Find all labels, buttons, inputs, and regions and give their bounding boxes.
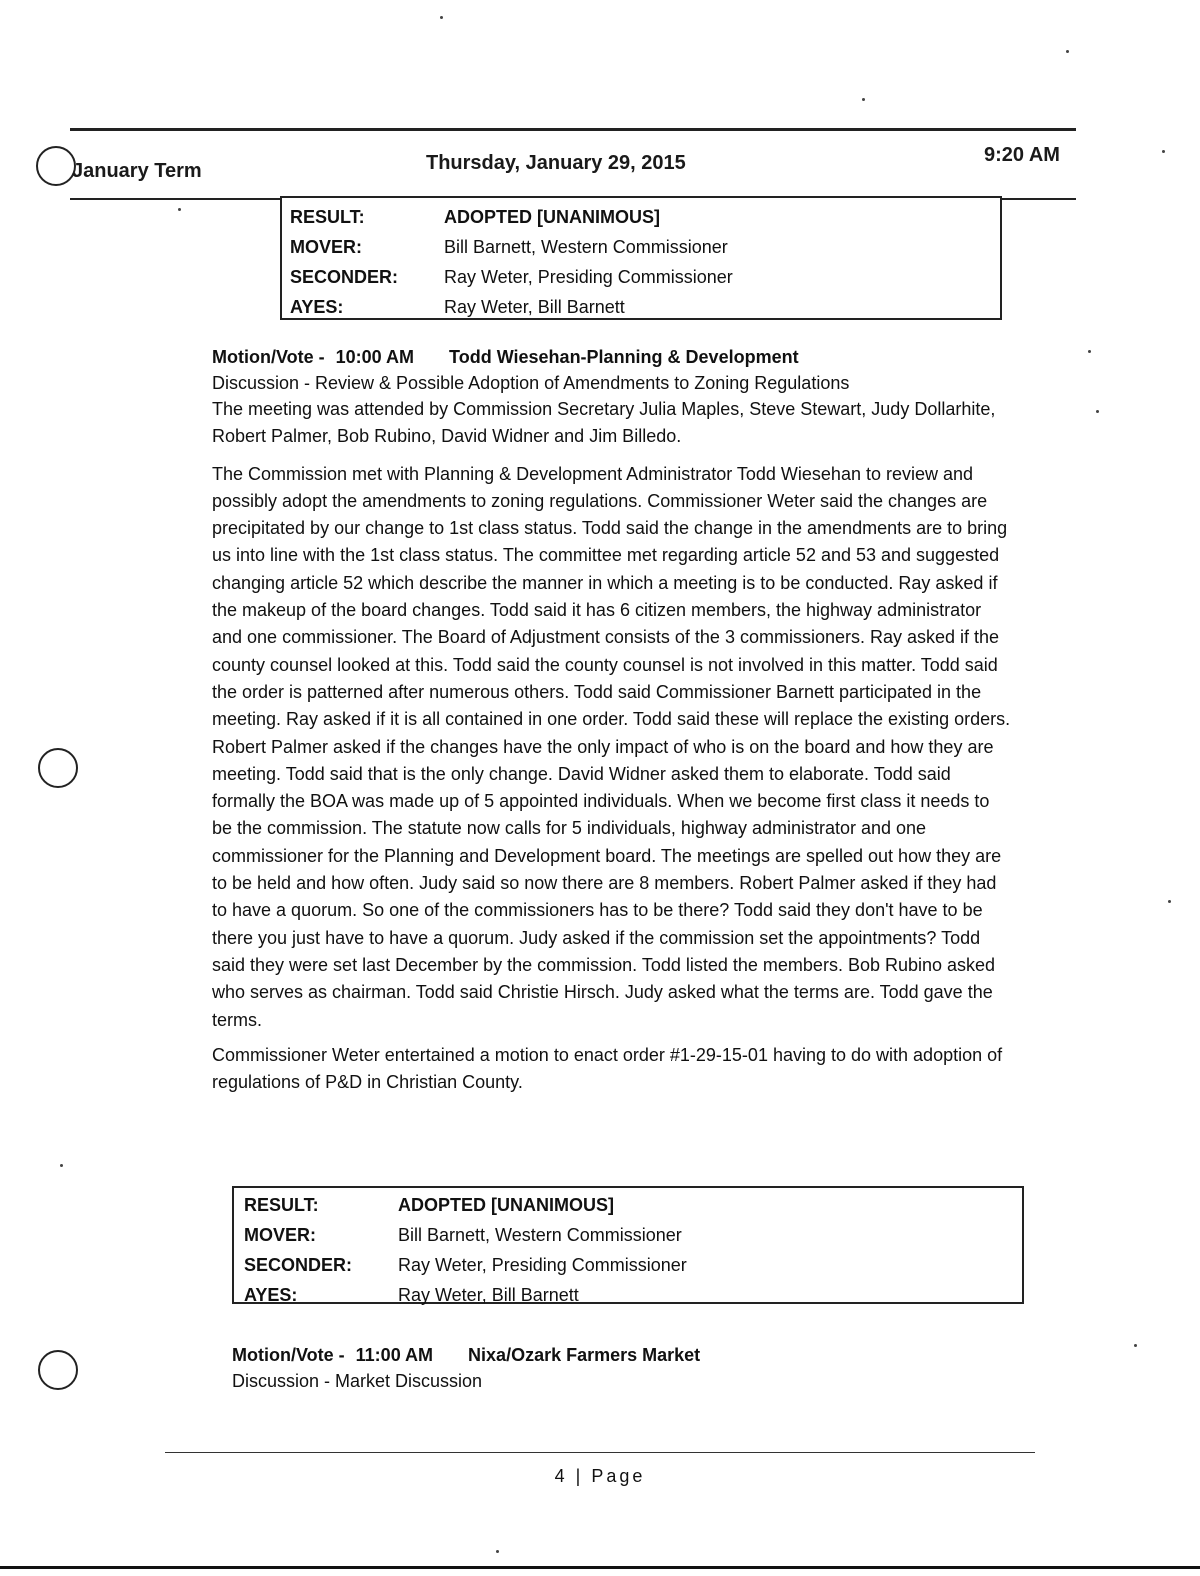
result-value: ADOPTED [UNANIMOUS] xyxy=(398,1195,614,1215)
seconder-value: Ray Weter, Presiding Commissioner xyxy=(398,1255,687,1275)
ayes-row xyxy=(244,1280,1022,1310)
scan-speck xyxy=(496,1550,499,1553)
scan-speck xyxy=(1088,350,1091,353)
result-row xyxy=(290,202,1000,232)
motion-heading xyxy=(232,1342,1032,1368)
scan-speck xyxy=(1134,1344,1137,1347)
scan-speck xyxy=(1168,900,1171,903)
result-label: RESULT: xyxy=(244,1195,319,1215)
header-time: 9:20 AM xyxy=(984,144,1060,166)
punch-hole-top xyxy=(36,146,76,186)
motion-paragraph: Commissioner Weter entertained a motion to enact order #1-29-15-01 having to do with adoption of regulations of P&D in Christian County. xyxy=(212,1044,1003,1093)
motion-time: 11:00 AM xyxy=(355,1345,434,1365)
punch-hole-middle xyxy=(38,748,78,788)
scan-speck xyxy=(178,208,181,211)
seconder-row xyxy=(244,1250,1022,1280)
ayes-label: AYES: xyxy=(290,297,344,317)
scan-speck xyxy=(862,98,865,101)
discussion-line: Discussion - Market Discussion xyxy=(232,1371,483,1391)
attendance-paragraph: The meeting was attended by Commission Secretary Julia Maples, Steve Stewart, Judy Dollarhite, Robert Palmer, Bob Rubino, David Widner and Jim Billedo. xyxy=(212,399,996,447)
ayes-value: Ray Weter, Bill Barnett xyxy=(444,297,625,317)
scan-speck xyxy=(1066,50,1069,53)
motion-section-2 xyxy=(232,1342,1032,1394)
ayes-label: AYES: xyxy=(244,1285,298,1305)
motion-label: Motion/Vote - xyxy=(232,1345,345,1365)
result-box-2 xyxy=(232,1186,1024,1304)
result-box-1 xyxy=(280,196,1002,320)
motion-section-1 xyxy=(212,344,1012,1096)
seconder-value: Ray Weter, Presiding Commissioner xyxy=(444,267,733,287)
punch-hole-bottom xyxy=(38,1350,78,1390)
ayes-row xyxy=(290,292,1000,322)
header-term: January Term xyxy=(72,160,202,182)
result-row xyxy=(244,1190,1022,1220)
result-label: RESULT: xyxy=(290,207,365,227)
scan-speck xyxy=(60,1164,63,1167)
mover-label: MOVER: xyxy=(290,237,362,257)
scan-edge-line xyxy=(0,1566,1200,1569)
mover-row xyxy=(244,1220,1022,1250)
mover-row xyxy=(290,232,1000,262)
motion-label: Motion/Vote - xyxy=(212,347,325,367)
footer-rule xyxy=(165,1452,1035,1453)
motion-time: 10:00 AM xyxy=(335,347,415,367)
seconder-label: SECONDER: xyxy=(244,1255,353,1275)
mover-value: Bill Barnett, Western Commissioner xyxy=(444,237,728,257)
page-number: 4 | Page xyxy=(554,1466,646,1486)
seconder-label: SECONDER: xyxy=(290,267,399,287)
motion-topic: Nixa/Ozark Farmers Market xyxy=(468,1345,701,1365)
scan-speck xyxy=(1096,410,1099,413)
scan-speck xyxy=(440,16,443,19)
mover-label: MOVER: xyxy=(244,1225,316,1245)
header-rule-top xyxy=(70,128,1076,131)
mover-value: Bill Barnett, Western Commissioner xyxy=(398,1225,682,1245)
seconder-row xyxy=(290,262,1000,292)
scan-speck xyxy=(1162,150,1165,153)
minutes-paragraph: The Commission met with Planning & Development Administrator Todd Wiesehan to review and possibly adopt the amendments to zoning regulations. Commissioner Weter said the changes are precipitated by our change to 1st class status. Todd said the change in the amendments are to bring us into line with the 1st class status. The committee met regarding article 52 and 53 and suggested changing article 52 which describe the manner in which a meeting is to be conducted. Ray asked if the makeup of the board changes. Todd said it has 6 citizen members, the highway administrator and one commissioner. The Board of Adjustment consists of the 3 commissioners. Ray asked if the county counsel looked at this. Todd said the county counsel is not involved in this matter. Todd said the order is patterned after numerous others. Todd said Commissioner Barnett participated in the meeting. Ray asked if it is all contained in one order. Todd said these will replace the existing orders. Robert Palmer asked if the changes have the only impact of who is on the board and how they are meeting. Todd said that is the only change. David Widner asked them to elaborate. Todd said formally the BOA was made up of 5 appointed individuals. When we become first class it needs to be the commission. The statute now calls for 5 individuals, highway administrator and one commissioner for the Planning and Development board. The meetings are spelled out how they are to be held and how often. Judy said so now there are 8 members. Robert Palmer asked if they had to have a quorum. So one of the commissioners has to be there? Todd said they don't have to be there you just have to have a quorum. Judy asked if the commission set the appointments? Todd said they were set last December by the commission. Todd listed the members. Bob Rubino asked who serves as chairman. Todd said Christie Hirsch. Judy asked what the terms are. Todd gave the terms. xyxy=(212,463,1011,1030)
discussion-line: Discussion - Review & Possible Adoption of Amendments to Zoning Regulations xyxy=(212,373,850,393)
motion-topic: Todd Wiesehan-Planning & Development xyxy=(449,347,799,367)
result-value: ADOPTED [UNANIMOUS] xyxy=(444,207,660,227)
header-date: Thursday, January 29, 2015 xyxy=(426,152,686,174)
ayes-value: Ray Weter, Bill Barnett xyxy=(398,1285,579,1305)
motion-heading xyxy=(212,344,1012,370)
